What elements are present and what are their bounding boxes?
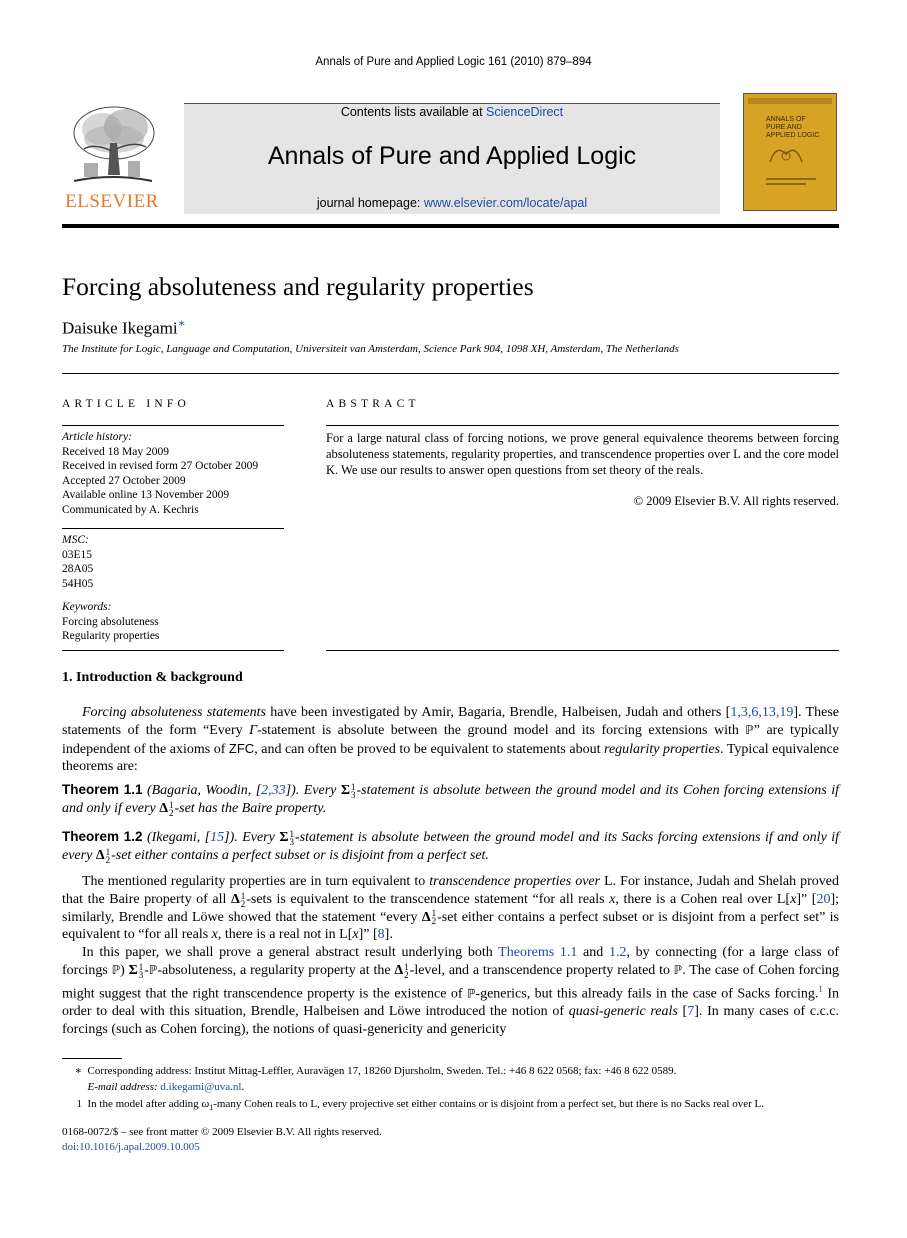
cover-title bbox=[766, 116, 819, 140]
journal-cover-thumbnail bbox=[743, 93, 837, 211]
text: -set either contains a perfect subset or is disjoint from a perfect set. bbox=[111, 847, 489, 863]
text: (Bagaria, Woodin, [ bbox=[142, 783, 262, 798]
citation-link[interactable]: 7 bbox=[687, 1004, 695, 1020]
msc-item: 03E15 bbox=[62, 548, 93, 561]
text: , there is a real not in L[ bbox=[217, 927, 353, 943]
abstract-heading: ABSTRACT bbox=[326, 398, 420, 410]
superscript: 1 bbox=[350, 781, 356, 792]
msc-codes bbox=[62, 533, 284, 591]
text: ]. bbox=[384, 927, 393, 943]
superscript: 1 bbox=[105, 846, 111, 857]
superscript: 1 bbox=[289, 828, 294, 839]
subscript: 3 bbox=[350, 789, 356, 800]
author-footnote-mark[interactable]: ∗ bbox=[177, 316, 186, 330]
text: -level, and a transcendence property related to bbox=[409, 962, 674, 978]
subscript: 3 bbox=[138, 969, 144, 980]
cover-title-line: ANNALS OF bbox=[766, 116, 806, 123]
forcing-symbol: ℙ bbox=[466, 986, 476, 1001]
emphasis: transcendence properties over bbox=[429, 874, 601, 889]
journal-name: Annals of Pure and Applied Logic bbox=[267, 142, 637, 170]
journal-banner bbox=[184, 103, 720, 214]
citation-link[interactable]: 2,33 bbox=[261, 783, 286, 798]
forcing-symbol: ℙ bbox=[745, 722, 754, 737]
history-label: Article history: bbox=[62, 431, 132, 443]
cover-emblem-icon bbox=[766, 142, 806, 168]
homepage-line bbox=[184, 196, 720, 210]
author-name: Daisuke Ikegami bbox=[62, 318, 178, 338]
article-info-heading: ARTICLE INFO bbox=[62, 398, 190, 410]
info-rule bbox=[62, 528, 284, 529]
cover-decoration bbox=[766, 178, 816, 180]
masthead bbox=[62, 93, 839, 213]
text: In this paper, we shall prove a general abstract result underlying both bbox=[82, 945, 499, 960]
keywords-label: Keywords: bbox=[62, 601, 112, 613]
variable: x bbox=[211, 927, 218, 943]
text: ) bbox=[120, 962, 129, 978]
text: , and can often be proved to be equivalent to statements about bbox=[254, 741, 605, 757]
article-title: Forcing absoluteness and regularity properties bbox=[62, 272, 534, 301]
abstract-rule bbox=[326, 650, 839, 651]
delta-symbol: Δ bbox=[230, 891, 240, 907]
forcing-symbol: ℙ bbox=[673, 962, 683, 977]
text: (Ikegami, [ bbox=[142, 830, 211, 845]
omega-symbol: ω bbox=[201, 1098, 210, 1110]
subscript: 2 bbox=[168, 807, 174, 818]
citation-link[interactable]: 20 bbox=[816, 891, 831, 907]
journal-homepage-link[interactable]: www.elsevier.com/locate/apal bbox=[423, 196, 588, 210]
text: ]. In many cases of c.c.c. forcings (such as Cohen forcing), the notions of quasi-genericity and genericity bbox=[62, 1004, 840, 1037]
contents-line bbox=[184, 105, 720, 119]
variable: x bbox=[609, 891, 616, 907]
affiliation: The Institute for Logic, Language and Computation, Universiteit van Amsterdam, Science Park 904, 1098 XH, Amsterdam, The Netherlands bbox=[62, 343, 679, 355]
info-rule bbox=[62, 650, 284, 651]
header-rule bbox=[62, 224, 839, 228]
emphasis: quasi-generic reals bbox=[568, 1004, 678, 1020]
history-item: Communicated by A. Kechris bbox=[62, 503, 199, 516]
doi-link[interactable]: doi:10.1016/j.apal.2009.10.005 bbox=[62, 1141, 200, 1153]
sigma-symbol: Σ bbox=[128, 962, 138, 978]
text: [ bbox=[677, 1004, 688, 1020]
footnote-1 bbox=[62, 1097, 839, 1115]
abstract-rule bbox=[326, 425, 839, 426]
text: , there is a Cohen real over L[ bbox=[615, 891, 791, 907]
text: -sets is equivalent to the transcendence statement “for all reals bbox=[246, 891, 610, 907]
section-heading: 1. Introduction & background bbox=[62, 670, 243, 685]
text: Every bbox=[242, 830, 280, 845]
text: and bbox=[577, 945, 609, 960]
delta-symbol: Δ bbox=[159, 800, 168, 816]
cover-title-line: APPLIED LOGIC bbox=[766, 132, 820, 139]
text: -absoluteness, a regularity property at the bbox=[157, 962, 395, 978]
subscript: 2 bbox=[240, 898, 246, 909]
text: -set either contains a perfect subset or is disjoint from a perfect set” is equivalent to “for all reals bbox=[62, 909, 840, 943]
elsevier-tree-icon bbox=[64, 103, 160, 188]
paragraph-3 bbox=[62, 944, 839, 1039]
text: ” are typically independent of the axioms of bbox=[62, 722, 839, 757]
subscript: 2 bbox=[431, 916, 437, 927]
footnote-mark: 1 bbox=[76, 1098, 82, 1110]
cover-decoration bbox=[766, 183, 806, 185]
subscript: 1 bbox=[209, 1103, 214, 1113]
text: ]; similarly, Brendle and Löwe showed that the statement “every bbox=[62, 891, 839, 925]
superscript: 1 bbox=[431, 908, 437, 919]
subscript: 2 bbox=[404, 969, 409, 980]
footnote-text: -many Cohen reals to L, every projective set either contains or is disjoint from a perfect set, but there is no Sacks real over L. bbox=[213, 1098, 764, 1110]
footnote-rule bbox=[62, 1058, 122, 1059]
footnote-link[interactable]: 1 bbox=[818, 983, 823, 994]
text: - bbox=[144, 962, 149, 978]
paragraph-1 bbox=[62, 704, 839, 776]
text: L. For instance, Judah and Shelah proved that the Baire property of all bbox=[62, 874, 839, 907]
abstract-text: For a large natural class of forcing notions, we prove general equivalence theorems between forcing absoluteness statements, regularity properties, and transcendence properties over L and the core model K. We use our results to answer open questions from set theory of the reals. bbox=[326, 431, 839, 477]
cover-title-line: PURE AND bbox=[766, 124, 802, 131]
info-rule bbox=[62, 425, 284, 426]
text: Every bbox=[303, 783, 341, 798]
delta-symbol: Δ bbox=[394, 962, 404, 978]
theorem-link[interactable]: Theorems 1.1 bbox=[498, 945, 578, 960]
footnote-email bbox=[62, 1080, 839, 1094]
text: -generics, but this already fails in the case of Sacks forcing. bbox=[475, 986, 819, 1002]
theorem-link[interactable]: 1.2 bbox=[608, 945, 627, 960]
text: . The case of Cohen forcing might suggest that the right transcendence property is the existence of bbox=[62, 962, 839, 1002]
theorem-1-2 bbox=[62, 828, 839, 865]
text: -statement is absolute between the ground model and its Cohen forcing extensions if and only if every bbox=[62, 783, 839, 816]
history-item: Available online 13 November 2009 bbox=[62, 489, 230, 501]
text: ]” [ bbox=[796, 891, 817, 907]
cover-top-band bbox=[748, 98, 832, 104]
theorem-1-1 bbox=[62, 781, 839, 818]
zfc: ZFC bbox=[228, 740, 255, 756]
text: In order to deal with this situation, Brendle, Halbeisen and Löwe introduced the notion of bbox=[62, 986, 839, 1020]
author-line bbox=[62, 316, 186, 339]
text: ]). bbox=[285, 783, 304, 798]
keywords bbox=[62, 600, 284, 644]
text: , by connecting (for a large class of forcings bbox=[62, 945, 839, 978]
footnote-text: In the model after adding bbox=[87, 1098, 202, 1110]
text: ]. These statements of the form “Every bbox=[62, 705, 839, 738]
email-link[interactable]: d.ikegami@uva.nl bbox=[160, 1081, 242, 1093]
text: -set has the Baire property. bbox=[174, 800, 327, 816]
variable: x bbox=[352, 927, 359, 943]
journal-citation: Annals of Pure and Applied Logic 161 (2010) 879–894 bbox=[315, 56, 592, 68]
delta-symbol: Δ bbox=[95, 847, 105, 863]
paragraph-2 bbox=[62, 873, 839, 944]
text: have been investigated by Amir, Bagaria, Brendle, Halbeisen, Judah and others [ bbox=[265, 705, 731, 720]
subscript: 3 bbox=[289, 836, 294, 847]
issn-line: 0168-0072/$ – see front matter © 2009 Elsevier B.V. All rights reserved. bbox=[62, 1126, 382, 1138]
citation-link[interactable]: 15 bbox=[210, 830, 225, 845]
history-item: Received in revised form 27 October 2009 bbox=[62, 460, 259, 472]
abstract-copyright: © 2009 Elsevier B.V. All rights reserved. bbox=[633, 494, 839, 508]
emphasis: Forcing absoluteness statements bbox=[82, 705, 266, 720]
email-label: E-mail address: bbox=[87, 1081, 161, 1093]
homepage-prefix: journal homepage: bbox=[316, 196, 424, 210]
footnote-corresponding bbox=[62, 1064, 839, 1078]
superscript: 1 bbox=[240, 890, 246, 901]
citation-link[interactable]: 1,3,6,13,19 bbox=[730, 705, 794, 720]
msc-item: 28A05 bbox=[62, 563, 94, 575]
elsevier-logo bbox=[62, 103, 162, 213]
text: . bbox=[241, 1081, 245, 1093]
citation-link[interactable]: 8 bbox=[377, 927, 385, 943]
subscript: 2 bbox=[105, 854, 111, 865]
emphasis: regularity properties bbox=[604, 741, 721, 757]
msc-label: MSC: bbox=[62, 534, 89, 546]
gamma-symbol: Γ bbox=[249, 722, 258, 738]
footnote-text: Corresponding address: Institut Mittag-Leffler, Auravägen 17, 18260 Djursholm, Sweden. Tel.: +46 8 622 0568; fax: +46 8 622 0589. bbox=[87, 1065, 677, 1077]
theorem-label: Theorem 1.2 bbox=[62, 829, 143, 844]
contents-prefix: Contents lists available at bbox=[340, 105, 487, 119]
text: ]” [ bbox=[358, 927, 378, 943]
history-item: Received 18 May 2009 bbox=[62, 445, 169, 458]
text: . Typical equivalence theorems are: bbox=[62, 741, 839, 775]
text: The mentioned regularity properties are in turn equivalent to bbox=[82, 874, 430, 889]
text: ]). bbox=[224, 830, 243, 845]
sigma-symbol: Σ bbox=[340, 783, 350, 798]
forcing-symbol: ℙ bbox=[111, 962, 121, 977]
keyword-item: Regularity properties bbox=[62, 630, 160, 642]
footnote-mark: ∗ bbox=[74, 1065, 82, 1077]
variable: x bbox=[790, 891, 797, 907]
forcing-symbol: ℙ bbox=[148, 962, 158, 977]
sigma-symbol: Σ bbox=[279, 830, 289, 845]
sciencedirect-link[interactable]: ScienceDirect bbox=[486, 105, 564, 119]
theorem-label: Theorem 1.1 bbox=[62, 782, 143, 797]
delta-symbol: Δ bbox=[421, 909, 431, 925]
front-matter bbox=[62, 1125, 382, 1155]
elsevier-wordmark: ELSEVIER bbox=[65, 191, 159, 212]
article-history bbox=[62, 430, 284, 517]
title-rule bbox=[62, 373, 839, 374]
superscript: 1 bbox=[168, 799, 174, 810]
msc-item: 54H05 bbox=[62, 577, 94, 590]
text: -statement is absolute between the ground model and its Sacks forcing extensions if and only if every bbox=[62, 830, 840, 863]
superscript: 1 bbox=[138, 961, 144, 972]
keyword-item: Forcing absoluteness bbox=[62, 615, 159, 628]
history-item: Accepted 27 October 2009 bbox=[62, 474, 186, 487]
text: -statement is absolute between the ground model and its forcing extensions with bbox=[257, 722, 746, 738]
superscript: 1 bbox=[404, 961, 409, 972]
